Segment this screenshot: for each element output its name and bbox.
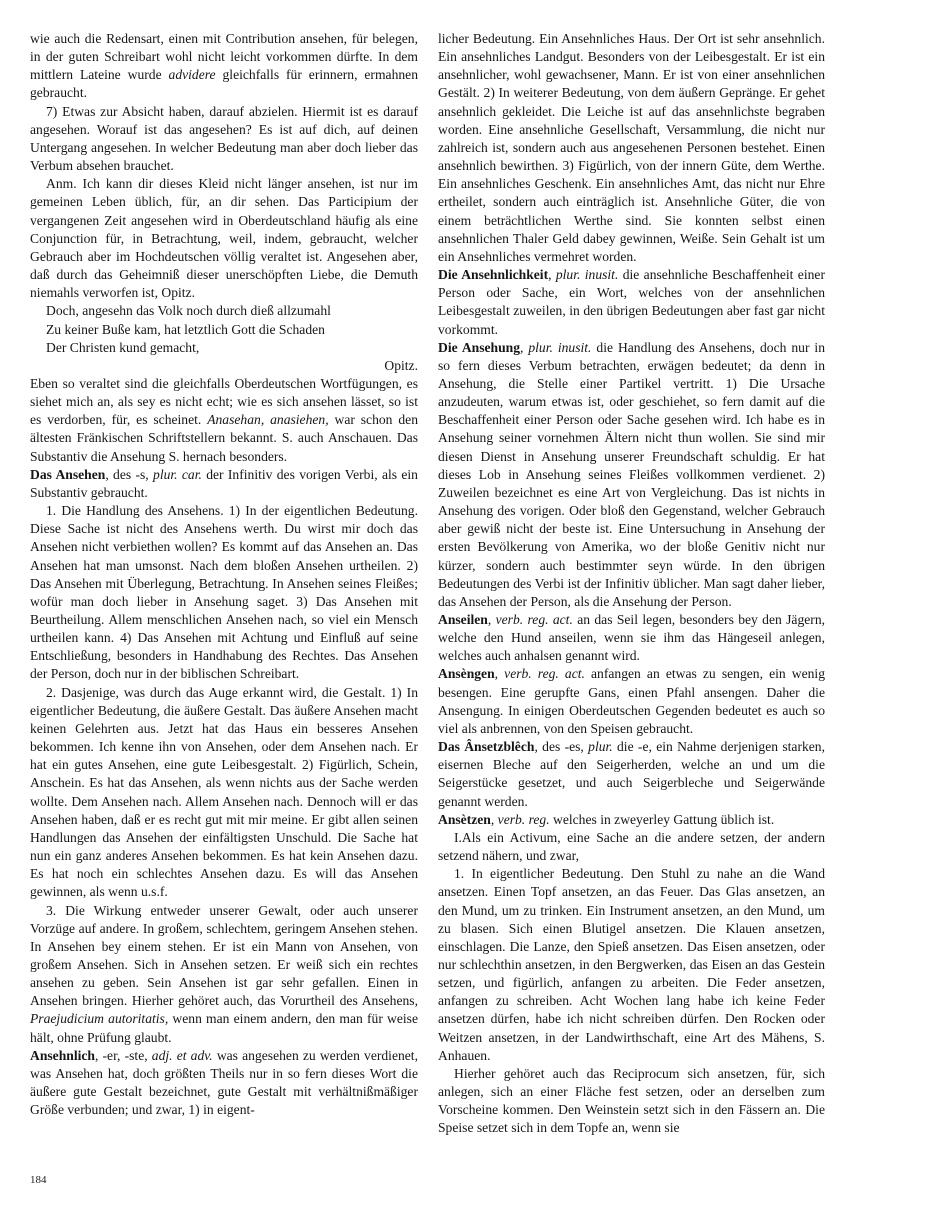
headword: Das Ânsetzblêch: [438, 739, 535, 755]
paragraph: 3. Die Wirkung entweder unserer Gewalt, oder auch unserer Vorzüge auf andere. In großem, schlechtem, geringem Ansehen stehen. In Ansehen bey einem stehen. Er ist ein Mann von Ansehen, von großem Ansehen. Sich in Ansehen setzen. Er weiß sich ein rechtes ansehen zu geben. Sein Ansehen ist gar sehr gefallen. Einen in Ansehen bringen. Hierher gehöret auch, das Vorurtheil des Ansehens, Praejudicium autoritatis, wenn man einem andern, den man für weise hält, ohne Prüfung glaubt.: [30, 902, 418, 1045]
entry-ansehen: Das Ansehen, des -s, plur. car. der Infinitiv des vorigen Verbi, als ein Substantiv gebraucht.: [30, 466, 418, 500]
verse-line: Doch, angesehn das Volk noch durch dieß allzumahl: [46, 303, 331, 319]
paragraph: Eben so veraltet sind die gleichfalls Oberdeutschen Wortfügungen, es siehet mich an, als sey es nicht echt; wie es sich ansehen lässet, so ist es verdorben, für, es scheinet. Anasehan, anasiehen, war schon den ältesten Fränkischen Schriftstellern bekannt. S. auch Anschauen. Das Substantiv die Ansehung S. hernach besonders.: [30, 375, 418, 464]
paragraph: 2. Dasjenige, was durch das Auge erkannt wird, die Gestalt. 1) In eigentlicher Bedeutung, die äußere Gestalt. Das äußere Ansehen macht keinen Gelehrten aus. Jetzt hat das Haus ein besseres Ansehen bekommen. Ich kenne ihn von Ansehen, oder dem Ansehen nach. Er hat ein gutes Ansehen, eine gute Leibesgestalt. 2) Figürlich, Schein, Anschein. Es hat das Ansehen, als wenn nichts aus der Sache werden wollte. Dem Ansehen nach. Allem Ansehen nach. Dennoch will er das Ansehen haben, daß er es recht gut mit mir meine. Er gibt allen seinen Handlungen das Ansehen der einfältigsten Unschuld. Die Sache hat nun ein ganz anderes Ansehen bekommen. Es hat kein Ansehen dazu. Es hat noch ein schlechtes Ansehen dazu. Es will das Ansehen gewinnen, als wenn u.s.f.: [30, 684, 418, 900]
headword: Ansehnlich: [30, 1047, 95, 1063]
headword: Die Ansehnlichkeit: [438, 267, 549, 283]
headword: Anseilen: [438, 612, 488, 627]
verse-source: Opitz.: [384, 357, 418, 373]
paragraph: wie auch die Redensart, einen mit Contribution ansehen, für belegen, in der guten Schreibart wohl nicht leicht vorkommen dürfte. In dem mittlern Lateine wurde advidere gleichfalls für erinnern, ermahnen gebraucht.: [30, 31, 418, 101]
headword: Die Ansehung: [438, 339, 520, 355]
headword: Das Ansehen: [30, 466, 106, 482]
paragraph: Anm. Ich kann dir dieses Kleid nicht länger ansehen, ist nur im gemeinen Leben üblich, für, an dir sehen. Das Participium der vergangenen Zeit angesehen wird in Oberdeutschland häufig als eine Conjunction für, in Betrachtung, weil, indem, gebraucht, welcher Gebrauch aber im Hochdeutschen völlig veraltet ist. Angesehen aber, daß durch das Geheimniß dieser unerschöpften Liebe, die Demuth niemahls verworfen ist, Opitz.: [30, 176, 418, 301]
paragraph: 1. Die Handlung des Ansehens. 1) In der eigentlichen Bedeutung. Diese Sache ist nicht des Ansehens werth. Du wirst mir doch das Ansehen nicht verbiethen wollen? Es kommt auf das Ansehen an. Das Ansehen hat man umsonst. Nach dem bloßen Ansehen urtheilen. 2) Das Ansehen mit Überlegung, Betrachtung. In Ansehen seines Fleißes; wofür man doch lieber in Ansehung saget. 3) Das Ansehen mit Beurtheilung. Allem menschlichen Ansehen nach, so viel ein Mensch urtheilen kann. 4) Das Ansehen mit Achtung und Einfluß auf seine Entschließung, besonders in Handhabung des Rechtes. Das Ansehen der Person, doch nur in der biblischen Schreibart.: [30, 503, 418, 682]
entry-ansetzblech: Das Ânsetzblêch, des -es, plur. die -e, ein Nahme derjenigen starken, eisernen Bleche auf den Seigerherden, welche an und um die Seigerstücke gesetzet, und auch Seigerbleche und Seigerwände genannt werden.: [438, 739, 825, 809]
left-column: [30, 30, 418, 1119]
entry-ansehnlich: Ansehnlich, -er, -ste, adj. et adv. was angesehen zu werden verdienet, was Ansehen hat, doch größten Theils nur in so fern dieses Wort die äußere gute Gestalt bezeichnet, gute Gestalt mit verhältnißmäßiger Größe verbunden; und zwar, 1) in eigent-: [30, 1047, 418, 1118]
paragraph: 1. In eigentlicher Bedeutung. Den Stuhl zu nahe an die Wand ansetzen. Einen Topf ansetzen, an das Feuer. Das Glas ansetzen, an den Mund, um zu trinken. Ein Instrument ansetzen, an den Mund, um zu blasen. Sich einen Blutigel ansetzen. Die Klauen ansetzen, einschlagen. Die Lanze, den Spieß ansetzen. Das Eisen ansetzen, oder nur schlechthin ansetzen, in den Bergwerken, das Eisen an das Gestein setzen, und figürlich, anfangen zu arbeiten. Die Feder ansetzen, anfangen zu schreiben. Acht Wochen lang habe ich keine Feder ansetzen dürfen, habe ich nicht schreiben dürfen. Den Rocken oder Weitzen ansetzen, in der Landwirthschaft, eine Art des Mähens, S. Anhauen.: [438, 866, 825, 1063]
entry-ansehung: Die Ansehung, plur. inusit. die Handlung des Ansehens, doch nur in so fern dieses Verbum betrachten, erwägen bedeutet; da denn in Ansehung, die Stelle einer Partikel vertritt. 1) Die Ursache anzudeuten, warum etwas ist, oder geschiehet, so fern damit auf die Beschaffenheit einer Person oder Sache gesehen wird. Ich habe es in Ansehung seiner vornehmen Ältern nicht thun wollen. Sie sind mir diesen Dienst in Ansehung unserer Freundschaft schuldig. Er hat dieses Lob in Ansehung seines Fleißes vollkommen verdienet. 2) Zuweilen bezeichnet es eine Art von Vergleichung. Das ist nichts in Ansehung des vorigen. Oder bloß den Gegenstand, welcher Gebrauch aber gewiß nicht der beste ist. Eine Untersuchung in Ansehung der ersten Bevölkerung von Amerika, wo der bloße Genitiv nicht nur kürzer, sondern auch bestimmter seyn würde. In den übrigen Bedeutungen des Verbi ist der Infinitiv üblicher. Man sagt daher lieber, das Ansehen der Person, als die Ansehung der Person.: [438, 339, 825, 609]
page-number: 184: [30, 1174, 47, 1186]
paragraph: licher Bedeutung. Ein Ansehnliches Haus. Der Ort ist sehr ansehnlich. Ein ansehnliches Landgut. Besonders von der Leibesgestalt. Er ist ein ansehnlicher, wohl gewachsener, Mann. Er ist von einer ansehnlichen Gestält. 2) In weiterer Bedeutung, von dem äußern Gepränge. Er gehet ansehnlich gekleidet. Die Leiche ist auf das ansehnlichste begraben worden. Eine ansehnliche Gesellschaft, Versammlung, die nicht nur zahlreich ist, sondern auch aus angesehenen Personen bestehet. Einen ansehnlich bewirthen. 3) Figürlich, von der innern Güte, dem Werthe. Ein ansehnliches Geschenk. Ein ansehnliches Amt, das nicht nur Ehre ertheilet, sondern auch einträglich ist. Ansehnliche Güter, die von einem beträchtlichen Werthe sind. Sie konnten selbst einen ansehnlichen Thaler Geld dabey gewinnen, Weiße. Sein Gehalt ist um ein Ansehnliches vermehret worden.: [438, 31, 825, 264]
entry-ansengen: Ansèngen, verb. reg. act. anfangen an etwas zu sengen, ein wenig besengen. Eine gerupfte Gans, einen Pfahl ansengen. Daher die Ansengung. In einigen Oberdeutschen Gegenden bedeutet es auch so viel als anbrennen, von den Speisen gebraucht.: [438, 666, 825, 736]
verse-line: Der Christen kund gemacht,: [46, 339, 200, 355]
headword: Ansèngen: [438, 666, 495, 682]
headword: Ansètzen: [438, 811, 491, 827]
entry-ansehnlichkeit: Die Ansehnlichkeit, plur. inusit. die ansehnliche Beschaffenheit einer Person oder Sache, ein Wort, welches von der ansehnlichen Leibesgestalt zuweilen, in den übrigen Bedeutungen aber fast gar nicht vorkommt.: [438, 267, 825, 337]
verse-line: Zu keiner Buße kam, hat letztlich Gott die Schaden: [46, 321, 325, 337]
entry-anseilen: Anseilen, verb. reg. act. an das Seil legen, besonders bey den Jägern, welche den Hund anseilen, wenn sie ihm das Hängeseil anlegen, welches auch anhalsen genannt wird.: [438, 612, 826, 664]
paragraph: 7) Etwas zur Absicht haben, darauf abzielen. Hiermit ist es darauf angesehen. Worauf ist das angesehen? Es ist auf dich, auf deinen Untergang angesehen. In welcher Bedeutung man aber doch lieber das Verbum absehen brauchet.: [30, 103, 418, 174]
right-column: [438, 30, 825, 1138]
paragraph: I.Als ein Activum, eine Sache an die andere setzen, der andern setzend nähern, und zwar,: [438, 829, 825, 864]
paragraph: Hierher gehöret auch das Reciprocum sich ansetzen, für, sich anlegen, sich an einer Fläche fest setzen, oder an derselben zum Vorscheine kommen. Den Weinstein setzt sich in den Fässern an. Die Speise setzet sich in dem Topfe an, wenn sie: [438, 1065, 825, 1136]
entry-ansetzen: Ansètzen, verb. reg. welches in zweyerley Gattung üblich ist.: [438, 811, 775, 827]
